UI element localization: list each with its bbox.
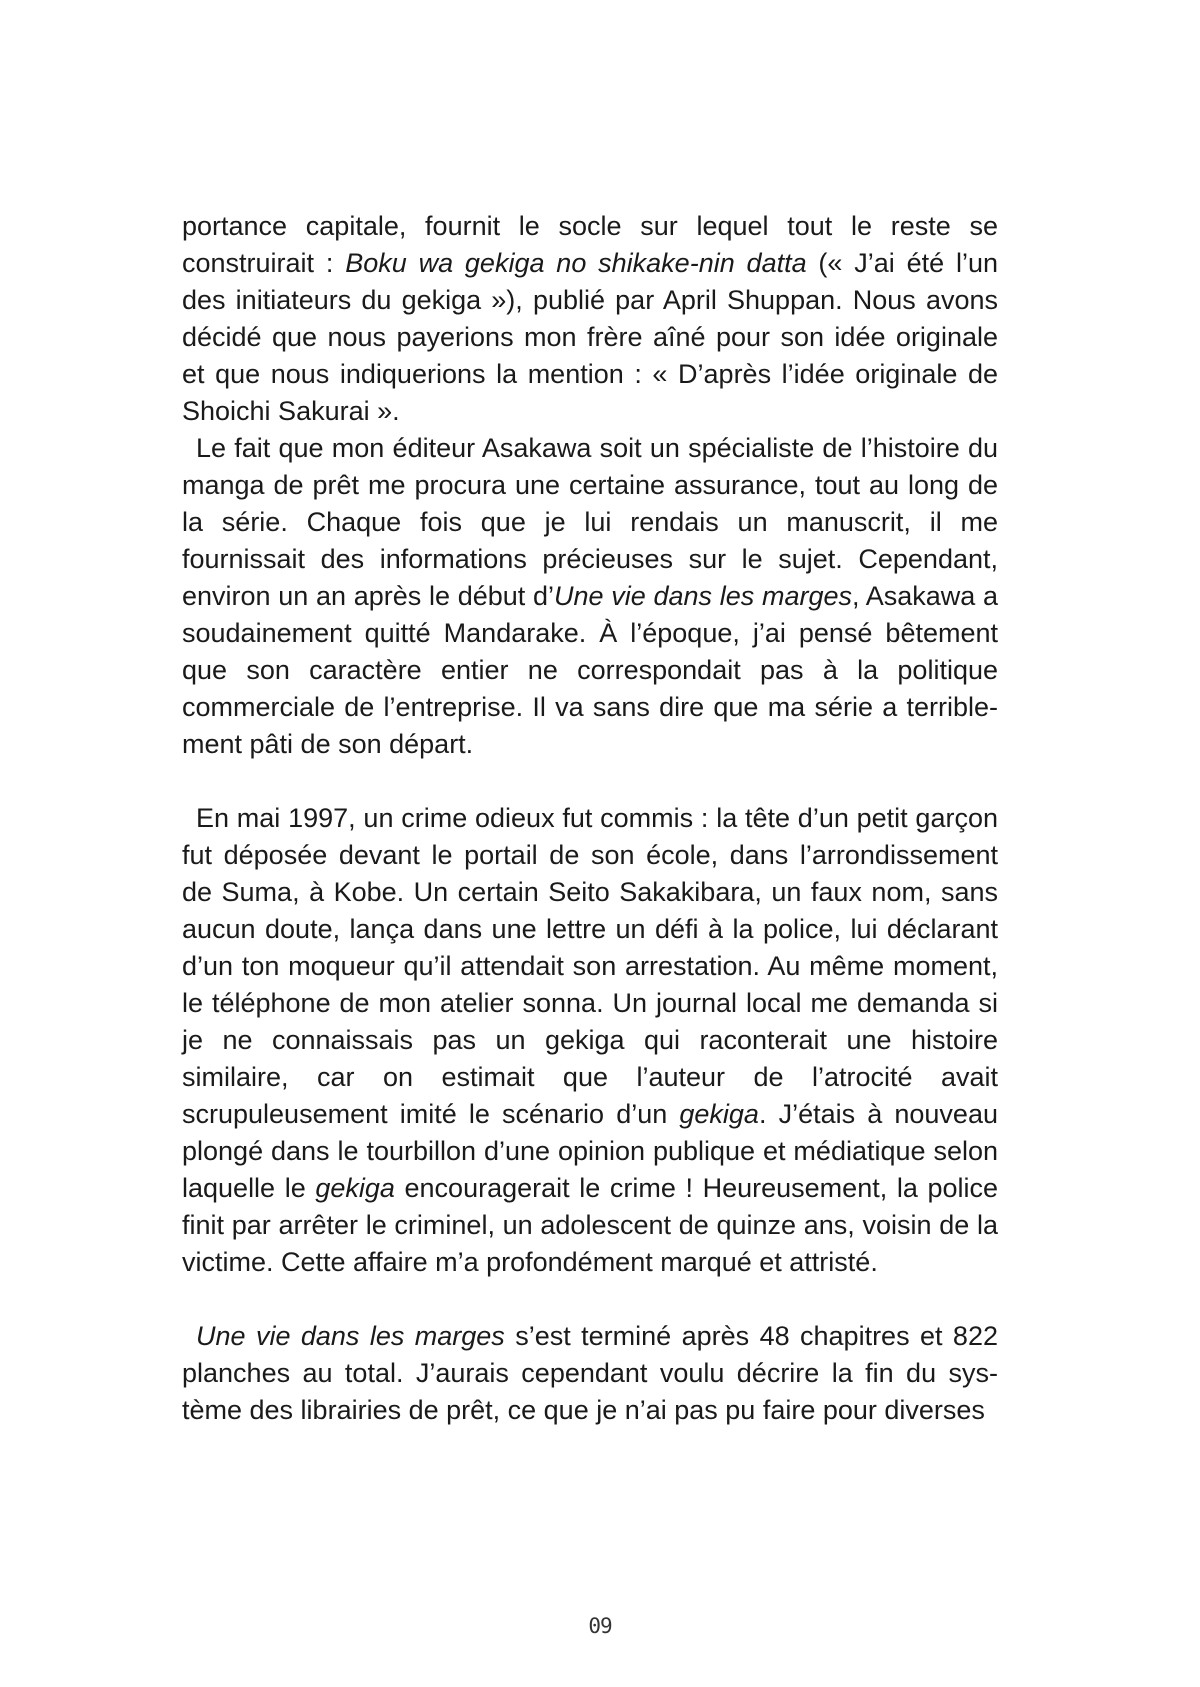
paragraph bbox=[182, 1318, 998, 1429]
text-run: . J’étais à nouveau plongé dans le tourbillon d’une opinion publique et médiatique selon laquelle le bbox=[182, 1099, 998, 1203]
text-run: , Asakawa a soudainement quitté Mandarake. À l’époque, j’ai pensé bêtement que son caractère entier ne correspondait pas à la politique commerciale de l’entreprise. Il va sans dire que ma série a terriblement pâti de son départ. bbox=[182, 581, 999, 759]
paragraph bbox=[182, 800, 998, 1281]
page-number: 09 bbox=[588, 1614, 612, 1638]
text-run: s’est terminé après 48 chapitres et 822 planches au total. J’aurais cependant voulu décrire la fin du système des librairies de prêt, ce que je n’ai pas pu faire pour diverses bbox=[182, 1321, 998, 1425]
paragraph bbox=[182, 430, 998, 763]
text-run: Le fait que mon éditeur Asakawa soit un spécialiste de l’histoire du manga de prêt me procura une certaine assurance, tout au long de la série. Chaque fois que je lui rendais un manuscrit, il me fournissait des informations précieuses sur le sujet. Cependant, environ un an après le début d’ bbox=[182, 433, 998, 611]
text-run: En mai 1997, un crime odieux fut commis : la tête d’un petit garçon fut déposée devant le portail de son école, dans l’arrondissement de Suma, à Kobe. Un certain Seito Sakakibara, un faux nom, sans aucun doute, lança dans une lettre un défi à la police, lui déclarant d’un ton moqueur qu’il attendait son arrestation. Au même moment, le téléphone de mon atelier sonna. Un journal local me demanda si je ne connaissais pas un gekiga qui raconterait une histoire similaire, car on estimait que l’auteur de l’atrocité avait scrupuleusement imité le scénario d’un bbox=[182, 803, 998, 1129]
series-title-italic: Une vie dans les marges bbox=[554, 581, 852, 611]
series-title-italic: Une vie dans les marges bbox=[196, 1321, 505, 1351]
book-title-italic: Boku wa gekiga no shikake-nin datta bbox=[345, 248, 807, 278]
paragraph bbox=[182, 208, 998, 430]
body-text bbox=[182, 208, 998, 1429]
term-italic: gekiga bbox=[315, 1173, 395, 1203]
text-run: portance capitale, fournit le socle sur lequel tout le reste se construirait : bbox=[182, 211, 998, 278]
term-italic: gekiga bbox=[679, 1099, 759, 1129]
text-run: (« J’ai été l’un des initiateurs du gekiga »), publié par April Shuppan. Nous avons décidé que nous payerions mon frère aîné pour son idée originale et que nous indiquerions la mention : « D’après l’idée originale de Shoichi Sakurai ». bbox=[182, 248, 998, 426]
text-run: encouragerait le crime ! Heureusement, la police finit par arrêter le criminel, un adolescent de quinze ans, voisin de la victime. Cette affaire m’a profondément marqué et attristé. bbox=[182, 1173, 998, 1277]
